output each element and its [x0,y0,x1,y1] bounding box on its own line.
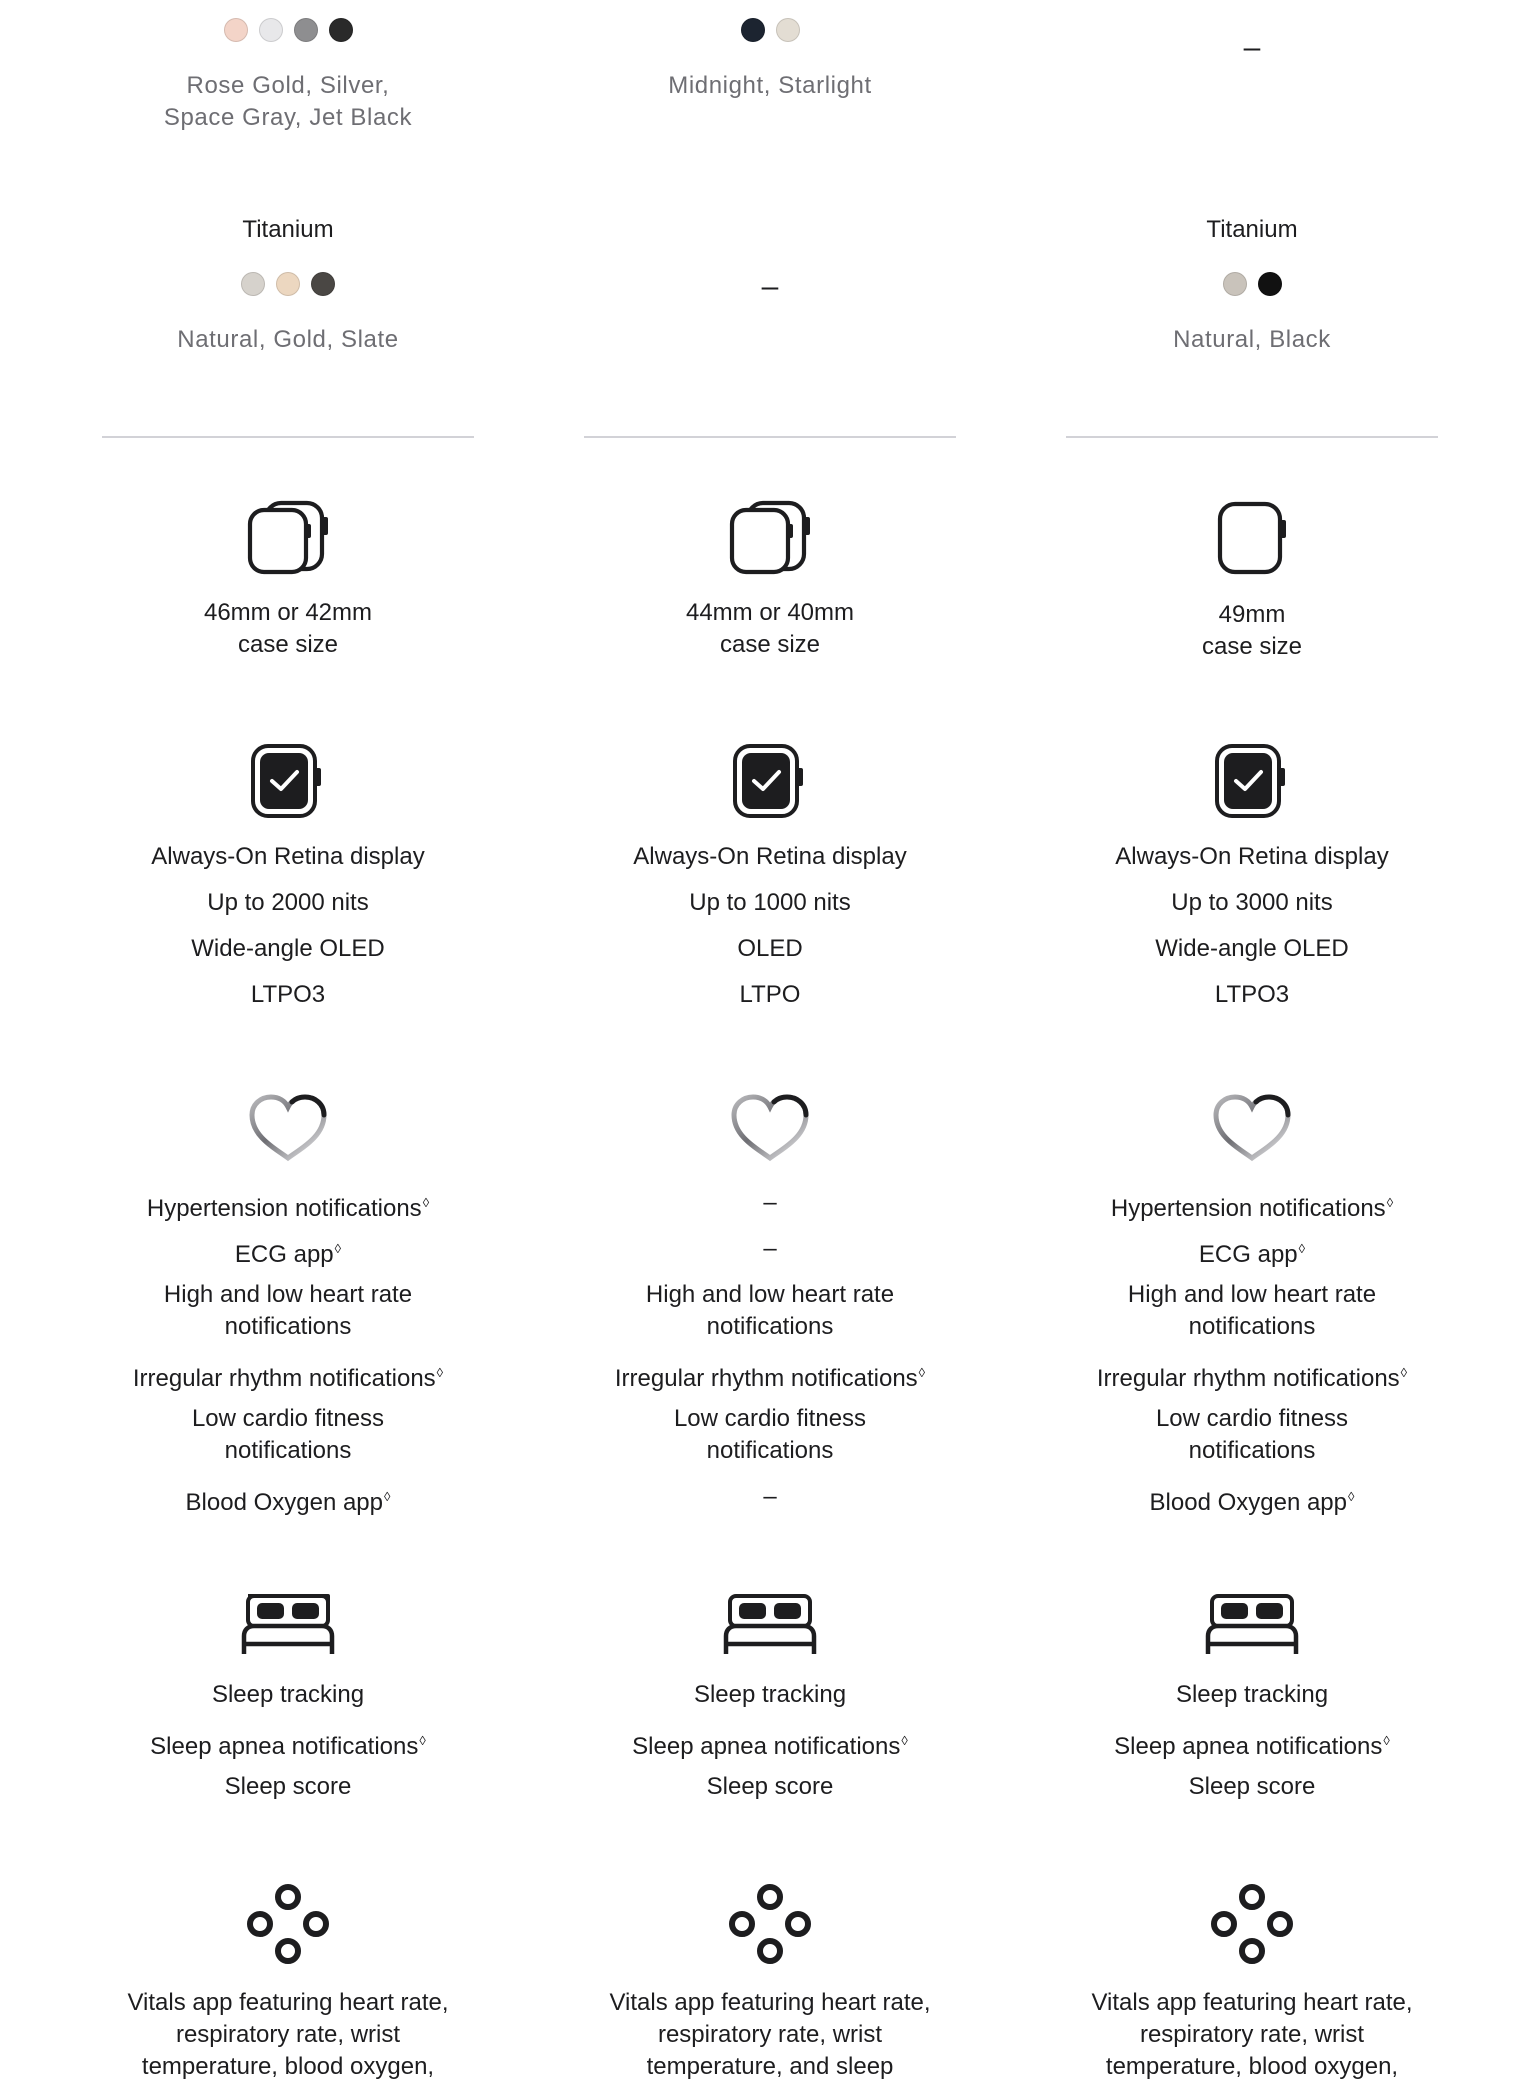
health-item-1 [584,1187,956,1219]
health-item-5 [584,1403,956,1467]
sleep-item-text: Sleep apnea notifications [632,1733,901,1760]
bed-icon [102,1592,474,1656]
health-item-6 [584,1481,956,1513]
display-spec-4: LTPO3 [1214,981,1290,1008]
health-item-text: High and low heart rate notifications [645,1281,895,1340]
case-size-value: 44mm or 40mm [685,599,855,626]
footnote-mark[interactable]: ◊ [1400,1365,1408,1380]
aluminum-swatches [102,17,474,43]
display-spec-3: OLED [737,935,803,962]
display-spec-3: Wide-angle OLED [1155,935,1349,962]
swatch-slate[interactable] [311,272,335,296]
swatch-gold[interactable] [276,272,300,296]
section-divider [1066,436,1438,438]
vitals-text: Vitals app featuring heart rate, respiratory rate, wrist temperature, and sleep [609,1989,931,2080]
display-spec-4: LTPO3 [250,981,326,1008]
swatch-natural[interactable] [1223,272,1247,296]
heart-health-icon [1066,1092,1438,1164]
footnote-mark[interactable]: ◊ [918,1365,926,1380]
section-divider [584,436,956,438]
sleep-item-text: Sleep tracking [1175,1681,1329,1708]
vitals-description [1066,1987,1438,2083]
swatch-natural[interactable] [241,272,265,296]
footnote-mark[interactable]: ◊ [1386,1195,1394,1210]
health-item-2 [102,1233,474,1271]
health-item-6 [1066,1481,1438,1519]
sleep-item-text: Sleep score [1188,1773,1316,1800]
footnote-mark[interactable]: ◊ [334,1241,342,1256]
titanium-label: Titanium [1206,216,1298,243]
health-item-4 [1066,1357,1438,1395]
aluminum-not-available: – [1243,31,1261,64]
health-item-text: – [763,1189,777,1216]
sleep-item-3 [102,1771,474,1803]
swatch-jet-black[interactable] [329,18,353,42]
sleep-item-text: Sleep apnea notifications [1114,1733,1383,1760]
vitals-text: Vitals app featuring heart rate, respiratory rate, wrist temperature, blood oxygen, [1091,1989,1413,2080]
aluminum-color-names: Midnight, Starlight [668,72,872,99]
display-spec-1: Always-On Retina display [633,843,907,870]
aluminum-swatches [584,17,956,43]
display-spec-3: Wide-angle OLED [191,935,385,962]
health-item-text: – [763,1235,777,1262]
case-size-value: 46mm or 42mm [203,599,373,626]
health-item-text: High and low heart rate notifications [163,1281,413,1340]
health-item-5 [1066,1403,1438,1467]
health-item-text: Blood Oxygen app [185,1489,384,1516]
health-item-3 [102,1279,474,1343]
health-item-4 [584,1357,956,1395]
health-item-3 [584,1279,956,1343]
footnote-mark[interactable]: ◊ [422,1195,430,1210]
footnote-mark[interactable]: ◊ [419,1733,426,1748]
single-case-size-icon [1066,500,1438,576]
always-on-display-icon [1066,744,1438,818]
always-on-display-icon [584,744,956,818]
case-size-label: case size [1201,633,1303,660]
health-item-2 [584,1233,956,1265]
health-item-text: Irregular rhythm notifications [614,1365,918,1392]
display-spec-1: Always-On Retina display [1115,843,1389,870]
footnote-mark[interactable]: ◊ [436,1365,444,1380]
sleep-item-text: Sleep score [706,1773,834,1800]
titanium-label: Titanium [242,216,334,243]
sleep-item-2 [1066,1725,1438,1763]
compare-column-3 [1066,0,1438,2078]
health-item-4 [102,1357,474,1395]
sleep-item-text: Sleep score [224,1773,352,1800]
vitals-icon [1066,1884,1438,1964]
health-item-3 [1066,1279,1438,1343]
footnote-mark[interactable]: ◊ [1348,1489,1355,1504]
titanium-swatches [1066,271,1438,297]
health-item-text: – [763,1483,777,1510]
vitals-text: Vitals app featuring heart rate, respiratory rate, wrist temperature, blood oxygen, [127,1989,449,2080]
footnote-mark[interactable]: ◊ [901,1733,908,1748]
swatch-midnight[interactable] [741,18,765,42]
titanium-color-names: Natural, Black [1173,326,1331,353]
display-spec-2: Up to 2000 nits [207,889,369,916]
footnote-mark[interactable]: ◊ [1383,1733,1390,1748]
health-item-text: High and low heart rate notifications [1127,1281,1377,1340]
sleep-item-1 [102,1679,474,1711]
vitals-description [584,1987,956,2083]
compare-column-1 [102,0,474,2078]
swatch-space-gray[interactable] [294,18,318,42]
sleep-item-3 [584,1771,956,1803]
heart-health-icon [584,1092,956,1164]
always-on-display-icon [102,744,474,818]
bed-icon [1066,1592,1438,1656]
health-item-text: Hypertension notifications [1110,1195,1386,1222]
two-case-sizes-icon [584,500,956,576]
case-size-label: case size [719,631,821,658]
sleep-item-text: Sleep tracking [211,1681,365,1708]
sleep-item-text: Sleep apnea notifications [150,1733,419,1760]
footnote-mark[interactable]: ◊ [1298,1241,1306,1256]
swatch-rose-gold[interactable] [224,18,248,42]
health-item-text: ECG app [1198,1241,1298,1268]
health-item-text: Blood Oxygen app [1149,1489,1348,1516]
health-item-text: Low cardio fitness notifications [673,1405,867,1464]
sleep-item-text: Sleep tracking [693,1681,847,1708]
health-item-6 [102,1481,474,1519]
health-item-2 [1066,1233,1438,1271]
sleep-item-2 [584,1725,956,1763]
health-item-1 [102,1187,474,1225]
titanium-not-available: – [761,270,779,303]
health-item-text: ECG app [234,1241,334,1268]
health-item-text: Hypertension notifications [146,1195,422,1222]
swatch-black[interactable] [1258,272,1282,296]
swatch-silver[interactable] [259,18,283,42]
footnote-mark[interactable]: ◊ [384,1489,391,1504]
display-spec-1: Always-On Retina display [151,843,425,870]
health-item-text: Low cardio fitness notifications [191,1405,385,1464]
health-item-text: Low cardio fitness notifications [1155,1405,1349,1464]
display-spec-2: Up to 3000 nits [1171,889,1333,916]
health-item-5 [102,1403,474,1467]
swatch-starlight[interactable] [776,18,800,42]
vitals-icon [584,1884,956,1964]
titanium-swatches [102,271,474,297]
health-item-1 [1066,1187,1438,1225]
two-case-sizes-icon [102,500,474,576]
vitals-icon [102,1884,474,1964]
bed-icon [584,1592,956,1656]
sleep-item-3 [1066,1771,1438,1803]
sleep-item-1 [1066,1679,1438,1711]
aluminum-color-names: Rose Gold, Silver, Space Gray, Jet Black [163,72,413,131]
section-divider [102,436,474,438]
sleep-item-1 [584,1679,956,1711]
compare-column-2 [584,0,956,2078]
health-item-text: Irregular rhythm notifications [1096,1365,1400,1392]
case-size-label: case size [237,631,339,658]
health-item-text: Irregular rhythm notifications [132,1365,436,1392]
display-spec-2: Up to 1000 nits [689,889,851,916]
heart-health-icon [102,1092,474,1164]
display-spec-4: LTPO [739,981,801,1008]
titanium-color-names: Natural, Gold, Slate [177,326,399,353]
vitals-description [102,1987,474,2083]
sleep-item-2 [102,1725,474,1763]
case-size-value: 49mm [1218,601,1286,628]
